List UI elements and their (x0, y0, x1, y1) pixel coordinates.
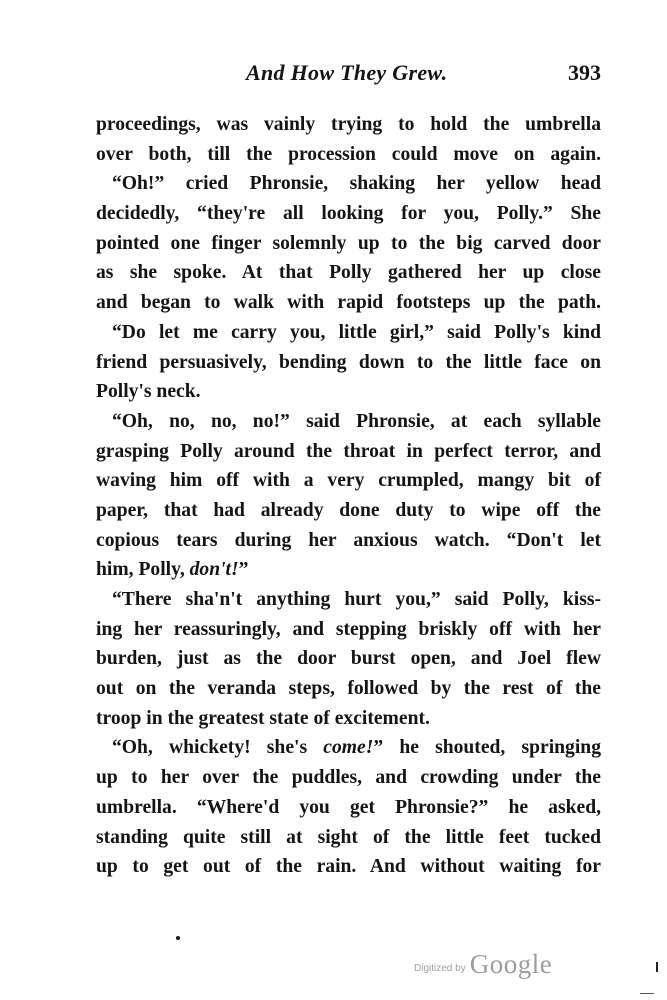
page-number: 393 (568, 60, 601, 85)
text-segment: him, Polly, (96, 559, 190, 581)
running-header (96, 58, 601, 92)
text-line: decidedly, “they're all looking for you, Polly.” She (96, 203, 601, 225)
text-segment: “Oh, whickety! she's (112, 737, 324, 759)
text-line-with-emphasis (96, 733, 601, 763)
google-logo: Google (469, 949, 553, 979)
text-line: and began to walk with rapid footsteps up the path. (96, 292, 601, 314)
emphasis-text: don't! (189, 559, 239, 581)
text-line: copious tears during her anxious watch. “Don't let (96, 529, 601, 551)
paragraph-5 (96, 585, 601, 733)
text-line-with-emphasis (96, 555, 601, 585)
text-line: grasping Polly around the throat in perfect terror, and (96, 440, 601, 462)
text-line: paper, that had already done duty to wipe off the (96, 499, 601, 521)
text-line: “There sha'n't anything hurt you,” said Polly, kiss- (112, 589, 601, 610)
text-line: ing her reassuringly, and stepping briskly off with her (96, 618, 601, 640)
paragraph-2 (96, 169, 601, 317)
text-line: up to her over the puddles, and crowding under the (96, 767, 601, 789)
page-edge-mark (656, 962, 658, 972)
text-line: Polly's neck. (96, 381, 201, 403)
emphasis-text: come! (323, 737, 374, 759)
text-line: pointed one finger solemnly up to the big carved door (96, 232, 601, 254)
text-body (96, 110, 601, 882)
text-line: umbrella. “Where'd you get Phronsie?” he asked, (96, 796, 601, 818)
text-line: out on the veranda steps, followed by the rest of the (96, 678, 601, 700)
page-edge-dash (640, 993, 654, 994)
text-line: troop in the greatest state of excitement. (96, 707, 430, 729)
ink-speck (176, 936, 180, 940)
digitized-label: Digitized by (414, 963, 466, 974)
paragraph-3 (96, 318, 601, 407)
digitization-watermark (414, 944, 552, 980)
running-title: And How They Grew. (246, 60, 448, 85)
text-line: burden, just as the door burst open, and Joel flew (96, 648, 601, 670)
text-line: up to get out of the rain. And without waiting for (96, 856, 601, 878)
text-line: standing quite still at sight of the little feet tucked (96, 826, 601, 848)
text-line: “Do let me carry you, little girl,” said Polly's kind (112, 321, 601, 343)
paragraph-6 (96, 733, 601, 881)
paragraph-1 (96, 110, 601, 169)
text-line: proceedings, was vainly trying to hold the umbrella (96, 114, 601, 135)
text-line: over both, till the procession could move on again. (96, 143, 601, 165)
closing-quote: ” (238, 559, 249, 581)
text-segment: ” he shouted, springing (373, 737, 601, 759)
paragraph-4 (96, 407, 601, 585)
text-line: “Oh!” cried Phronsie, shaking her yellow head (112, 173, 601, 195)
text-line: waving him off with a very crumpled, mangy bit of (96, 470, 601, 492)
text-line: friend persuasively, bending down to the little face on (96, 351, 601, 373)
text-line: as she spoke. At that Polly gathered her up close (96, 262, 601, 284)
text-line: “Oh, no, no, no!” said Phronsie, at each syllable (112, 410, 601, 432)
